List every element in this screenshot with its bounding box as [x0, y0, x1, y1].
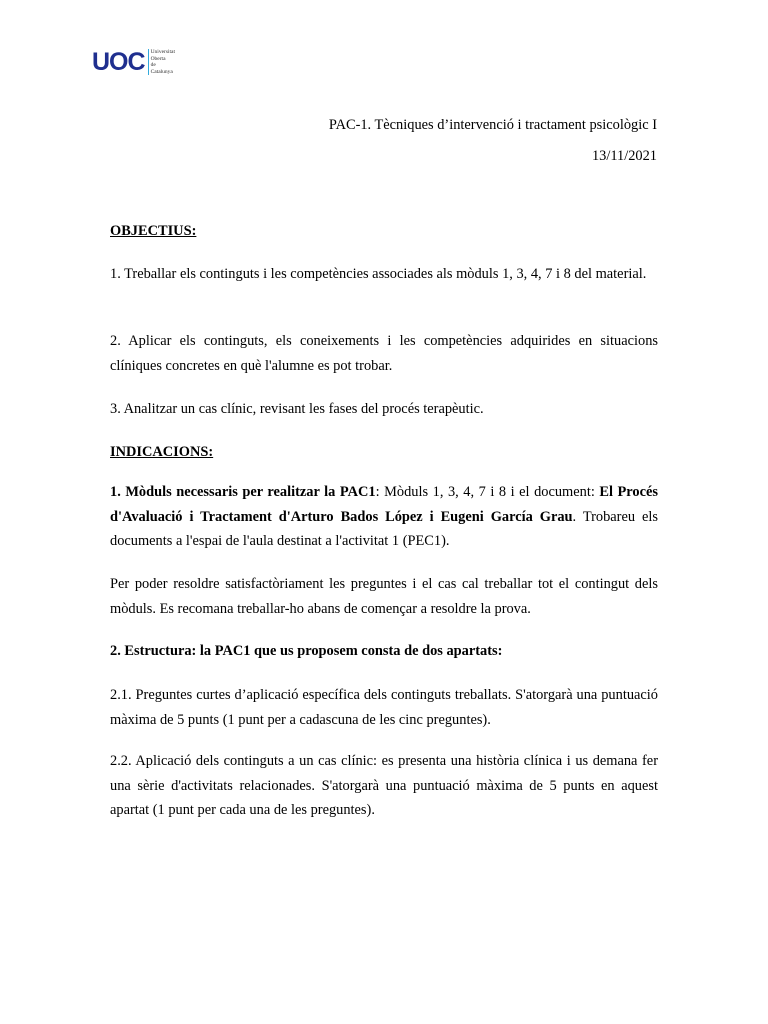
indicacio-1-mid: : Mòduls 1, 3, 4, 7 i 8 i el document:: [375, 484, 600, 500]
indicacio-1-tail: . Trobareu els documents a l'espai de l'aula destinat a l'activitat 1 (PEC1).: [110, 508, 658, 549]
uoc-logo-line-3: de Catalunya: [150, 62, 173, 75]
uoc-logo: [92, 47, 176, 77]
uoc-logo-text: [148, 49, 175, 75]
indicacio-paragraph-1: [110, 480, 658, 554]
document-date: 13/11/2021: [591, 148, 657, 164]
objectius-heading: OBJECTIUS:: [110, 223, 197, 239]
objectiu-1: 1. Treballar els continguts i les competències associades als mòduls 1, 3, 4, 7 i 8 del material.: [110, 266, 647, 282]
indicacio-1-document: El Procés d'Avaluació i Tractament d'Arturo Bados López i Eugeni García Grau: [110, 484, 658, 525]
objectiu-3: 3. Analitzar un cas clínic, revisant les fases del procés terapèutic.: [110, 401, 484, 417]
estructura-heading: 2. Estructura: la PAC1 que us proposem consta de dos apartats:: [110, 643, 503, 659]
uoc-logo-line-1: Universitat: [150, 49, 176, 55]
indicacio-paragraph-2: Per poder resoldre satisfactòriament les preguntes i el cas cal treballar tot el contingut dels mòduls. Es recomana treballar-ho abans de començar a resoldre la prova.: [110, 576, 658, 617]
objectiu-2: 2. Aplicar els continguts, els coneixements i les competències adquirides en situacions clíniques concretes en què l'alumne es pot trobar.: [110, 333, 658, 374]
document-title: PAC-1. Tècniques d’intervenció i tractament psicològic I: [328, 117, 657, 133]
indicacio-1-lead: 1. Mòduls necessaris per realitzar la PAC1: [110, 484, 376, 500]
apartat-2-1: 2.1. Preguntes curtes d’aplicació específica dels continguts treballats. S'atorgarà una puntuació màxima de 5 punts (1 punt per a cadascuna de les cinc preguntes).: [110, 687, 658, 728]
apartat-2-2: 2.2. Aplicació dels continguts a un cas clínic: es presenta una història clínica i us demana fer una sèrie d'activitats relacionades. S'atorgarà una puntuació màxima de 5 punts en aquest apartat (1 punt per cada una de les preguntes).: [110, 753, 658, 818]
uoc-logo-mark: UOC: [92, 48, 145, 76]
uoc-logo-line-2: Oberta: [150, 55, 166, 62]
indicacions-heading: INDICACIONS:: [110, 444, 214, 460]
